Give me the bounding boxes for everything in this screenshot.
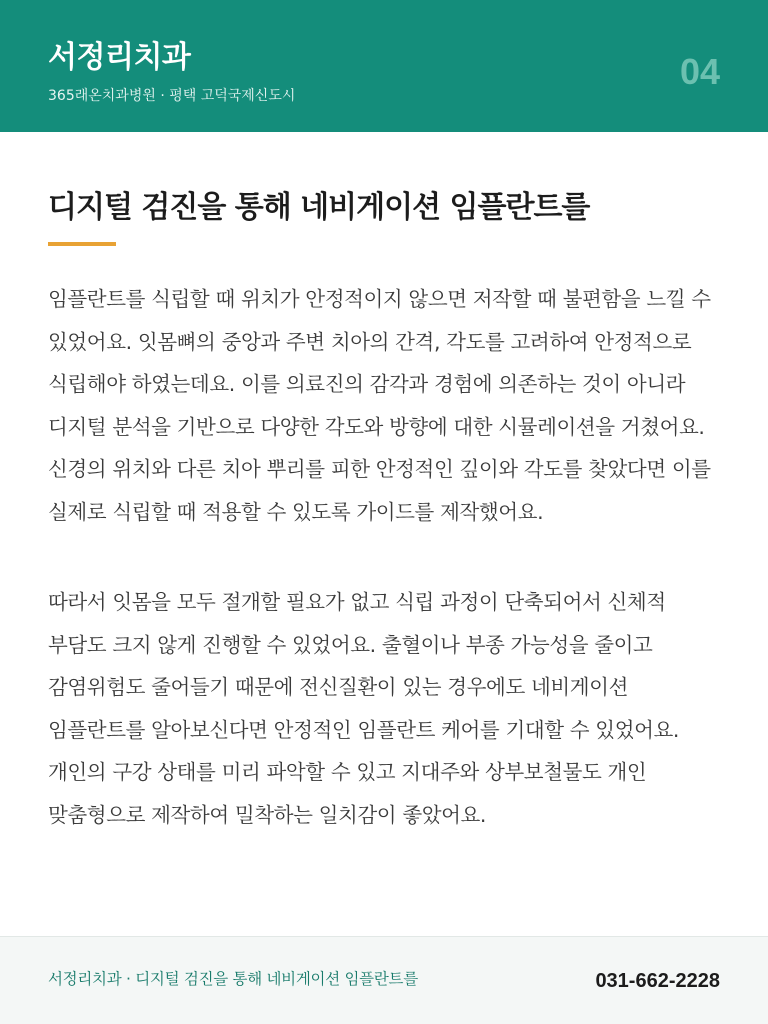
article-body [48, 278, 720, 836]
paragraph-1: 임플란트를 식립할 때 위치가 안정적이지 않으면 저작할 때 불편함을 느낄 수 있었어요. 잇몸뼈의 중앙과 주변 치아의 간격, 각도를 고려하여 안정적으로 식립해야 하였는데요. 이를 의료진의 감각과 경험에 의존하는 것이 아니라 디지털 분석을 기반으로 다양한 각도와 방향에 대한 시뮬레이션을 거쳤어요. 신경의 위치와 다른 치아 뿌리를 피한 안정적인 깊이와 각도를 찾았다면 이를 실제로 식립할 때 적용할 수 있도록 가이드를 제작했어요. [48, 287, 711, 524]
clinic-subtitle: 365래온치과병원 · 평택 고덕국제신도시 [48, 88, 296, 104]
footer-bar [0, 936, 768, 1024]
phone-number[interactable]: 031-662-2228 [595, 970, 720, 992]
header-bar [0, 0, 768, 132]
article-title: 디지털 검진을 통해 네비게이션 임플란트를 [48, 190, 590, 225]
title-underline [48, 242, 116, 246]
footer-caption: 서정리치과 · 디지털 검진을 통해 네비게이션 임플란트를 [48, 970, 418, 988]
paragraph-2: 따라서 잇몸을 모두 절개할 필요가 없고 식립 과정이 단축되어서 신체적 부담도 크지 않게 진행할 수 있었어요. 출혈이나 부종 가능성을 줄이고 감염위험도 줄어들기 때문에 전신질환이 있는 경우에도 네비게이션 임플란트를 알아보신다면 안정적인 임플란트 케어를 기대할 수 있었어요. 개인의 구강 상태를 미리 파악할 수 있고 지대주와 상부보철물도 개인 맞춤형으로 제작하여 밀착하는 일치감이 좋았어요. [48, 590, 680, 827]
clinic-name: 서정리치과 [48, 40, 191, 75]
page-number: 04 [679, 51, 720, 92]
